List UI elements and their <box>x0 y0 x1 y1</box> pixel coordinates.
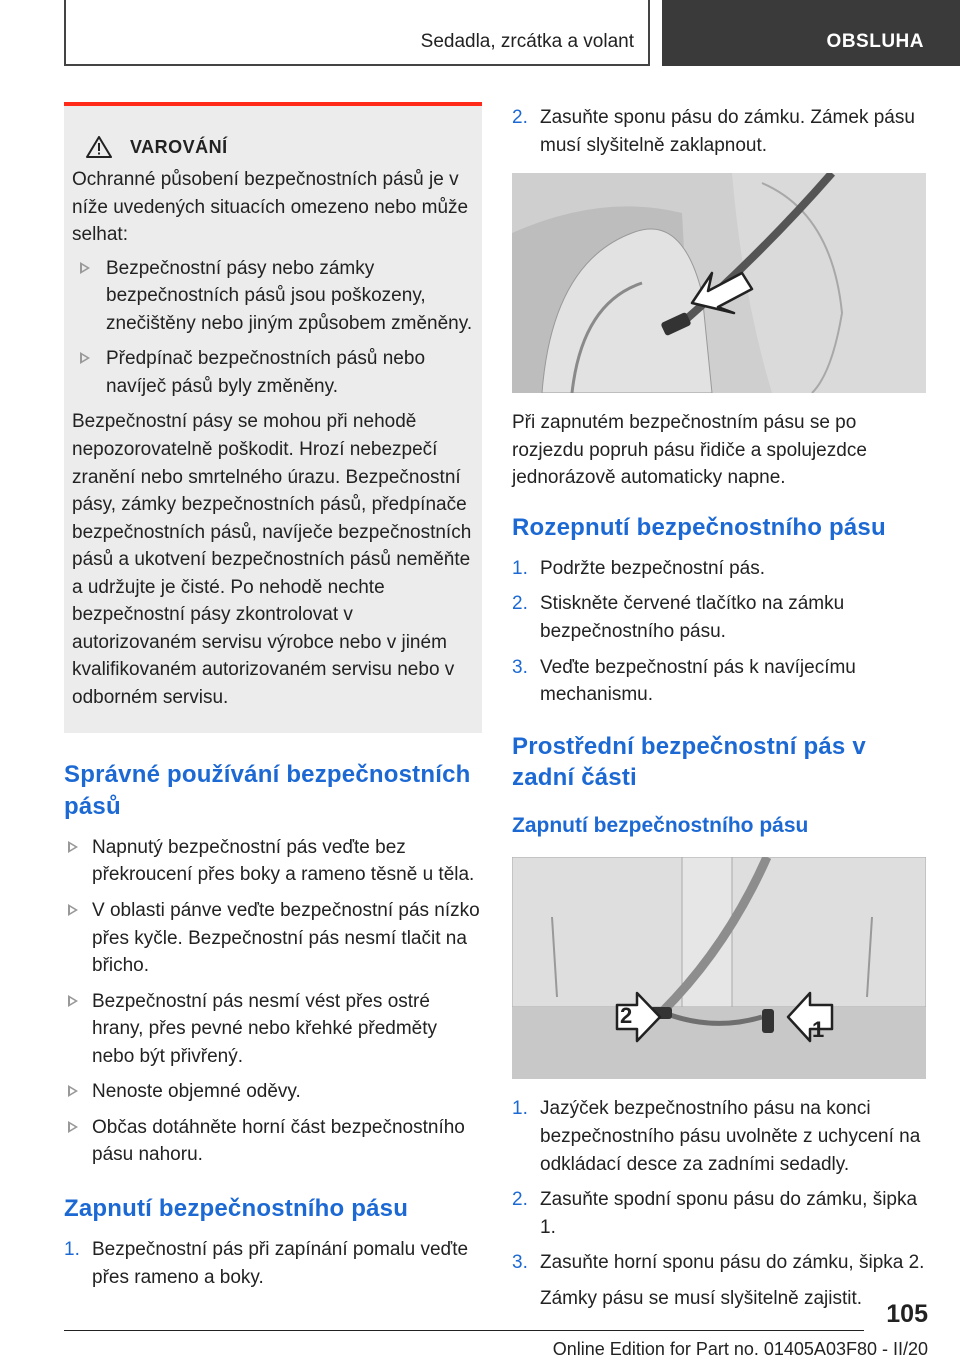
warning-triangle-icon <box>86 136 112 158</box>
chapter-tab-label: OBSLUHA <box>826 31 924 52</box>
list-item: V oblasti pánve veďte bezpečnostní pás nízko přes kyčle. Bezpečnostní pás nesmí tlačit na břicho. <box>64 897 482 980</box>
bullet-triangle-icon <box>80 352 90 364</box>
bullet-triangle-icon <box>68 904 78 916</box>
fasten-note: Při zapnutém bezpečnostním pásu se po rozjezdu popruh pásu řidiče a spolujezdce jednorázově automaticky napne. <box>512 412 867 489</box>
bullet-triangle-icon <box>68 841 78 853</box>
footer-divider <box>64 1330 864 1331</box>
step-item: 1. Podržte bezpečnostní pás. <box>512 557 765 579</box>
fasten-steps-right <box>512 104 928 159</box>
warning-intro: Ochranné působení bezpečnostních pásů je v níže uvedených situacích omezeno nebo může selhat: <box>72 169 469 246</box>
rear-fasten-steps <box>512 1095 928 1276</box>
heading-fasten: Zapnutí bezpečnostního pásu <box>64 1194 409 1222</box>
step-item: 1. Bezpečnostní pás při zapínání pomalu veďte přes rameno a boky. <box>64 1239 469 1288</box>
unfasten-steps <box>512 555 928 709</box>
section-title: Sedadla, zrcátka a volant <box>420 31 634 52</box>
warning-header <box>86 134 474 160</box>
bullet-triangle-icon <box>80 262 90 274</box>
list-item: Bezpečnostní pás nesmí vést přes ostré hrany, přes pevné nebo křehké předměty nebo být přivřený. <box>64 988 482 1071</box>
heading-correct-use: Správné používání bezpečnostních pásů <box>64 761 471 820</box>
chapter-tab[interactable] <box>662 0 960 66</box>
arrow-label-2: 2 <box>620 1003 633 1029</box>
right-column <box>512 104 928 1312</box>
warning-list <box>72 255 474 401</box>
header-section-box <box>64 0 650 66</box>
bullet-triangle-icon <box>68 995 78 1007</box>
step-item: 2. Stiskněte červené tlačítko na zámku bezpečnostního pásu. <box>512 593 845 643</box>
step-item: 3. Veďte bezpečnostní pás k navíjecímu mechanismu. <box>512 656 856 706</box>
rear-fasten-note: Zámky pásu se musí slyšitelně zajistit. <box>540 1287 863 1309</box>
heading-rear-middle: Prostřední bezpečnostní pás v zadní části <box>512 732 866 791</box>
bullet-triangle-icon <box>68 1121 78 1133</box>
arrow-label-1: 1 <box>812 1017 825 1043</box>
edition-text: Online Edition for Part no. 01405A03F80 - II/20 <box>552 1339 928 1359</box>
page-number: 105 <box>886 1300 928 1328</box>
left-column <box>64 102 482 1299</box>
list-item: Napnutý bezpečnostní pás veďte bez překroucení přes boky a rameno těsně u těla. <box>64 834 482 889</box>
bullet-triangle-icon <box>68 1085 78 1097</box>
fasten-steps-left <box>64 1236 482 1291</box>
figure-buckle <box>512 173 926 393</box>
list-item: Nenoste objemné oděvy. <box>64 1078 482 1106</box>
page-header <box>64 0 960 66</box>
subheading-rear-fasten: Zapnutí bezpečnostního pásu <box>512 814 809 838</box>
heading-unfasten: Rozepnutí bezpečnostního pásu <box>512 513 886 541</box>
step-item: 3. Zasuňte horní sponu pásu do zámku, šipka 2. <box>512 1252 925 1274</box>
list-item: Občas dotáhněte horní část bezpečnostního pásu nahoru. <box>64 1114 482 1169</box>
warning-box <box>64 102 482 733</box>
warning-item: Předpínač bezpečnostních pásů nebo navíječ pásů byly změněny. <box>72 345 474 400</box>
seat-buckle-illustration <box>512 173 926 393</box>
step-item: 2. Zasuňte sponu pásu do zámku. Zámek pásu musí slyšitelně zaklapnout. <box>512 107 915 156</box>
warning-title: VAROVÁNÍ <box>130 137 228 157</box>
step-item: 1. Jazýček bezpečnostního pásu na konci bezpečnostního pásu uvolněte z uchycení na odkládací desce za zadními sedadly. <box>512 1098 921 1175</box>
figure-rear-belt <box>512 857 926 1079</box>
rear-seat-belt-illustration <box>512 857 926 1079</box>
warning-body: Bezpečnostní pásy se mohou při nehodě nepozorovatelně poškodit. Hrozí nebezpečí zranění nebo smrtelného úrazu. Bezpečnostní pásy, zámky bezpečnostních pásů, předpínače bezpečnostních pásů, navíječe bezpečnostních pásů a ukotvení bezpečnostních pásů neměňte a udržujte je čisté. Po nehodě nechte bezpečnostní pásy zkontrolovat v autorizovaném servisu výrobce nebo v jiném kvalifikovaném autorizovaném servisu nebo v odborném servisu. <box>72 411 472 708</box>
correct-use-list <box>64 834 482 1169</box>
warning-item: Bezpečnostní pásy nebo zámky bezpečnostních pásů jsou poškozeny, znečištěny nebo jiným způsobem změněny. <box>72 255 474 338</box>
step-item: 2. Zasuňte spodní sponu pásu do zámku, šipka 1. <box>512 1189 918 1238</box>
